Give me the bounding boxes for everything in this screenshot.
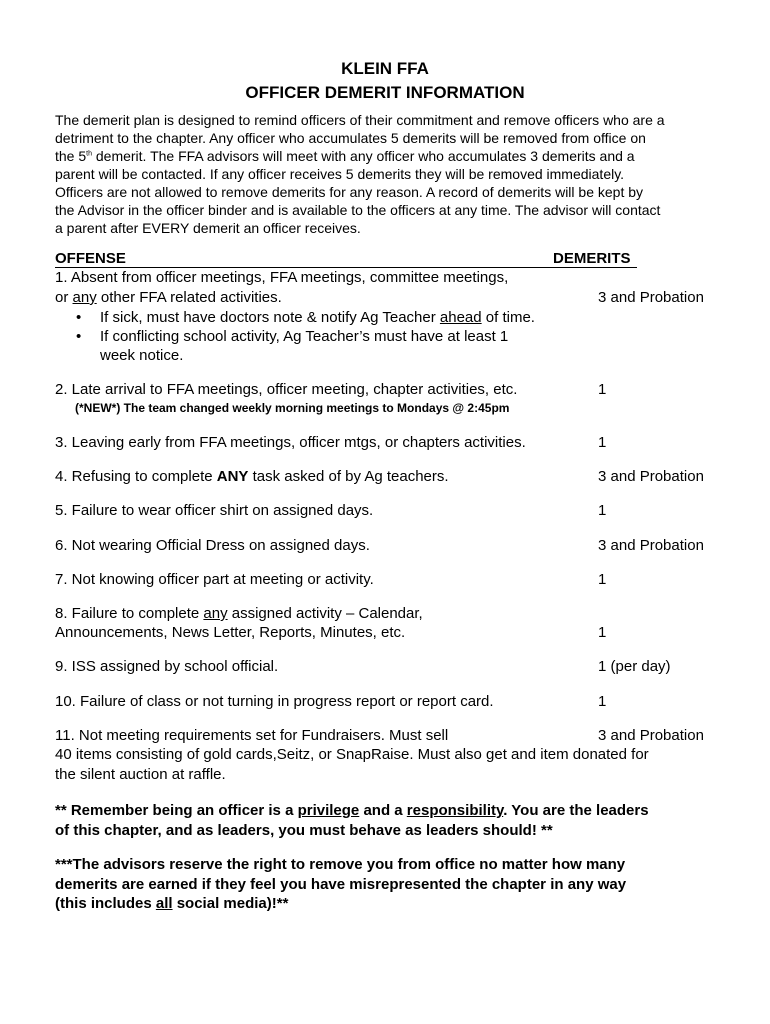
reminder-text: and a [359,802,407,819]
demerit-value: 1 [598,502,607,519]
offense-11-line: 11. Not meeting requirements set for Fundraisers. Must sell [55,727,449,744]
offense-4 [55,468,449,485]
offense-text: other FFA related activities. [96,289,282,306]
document-title: KLEIN FFA [341,59,429,78]
offense-11-line: the silent auction at raffle. [55,766,226,783]
intro-line: Officers are not allowed to remove demerits for any reason. A record of demerits will be kept by [55,184,644,200]
bullet-text: week notice. [100,347,184,364]
offense-text: assigned activity – Calendar, [227,605,423,622]
intro-line: parent will be contacted. If any officer receives 5 demerits they will be removed immediately. [55,166,625,182]
bullet-text-part: If sick, must have doctors note & notify Ag Teacher [100,309,440,326]
demerit-value: 1 (per day) [598,658,671,675]
header-offense: OFFENSE [55,250,126,267]
demerit-value: 1 [598,624,607,641]
offense-1-line: 1. Absent from officer meetings, FFA meetings, committee meetings, [55,269,509,286]
demerit-value: 3 and Probation [598,468,704,485]
reminder-text: . You are the leaders [503,802,649,819]
offense-11-line: 40 items consisting of gold cards,Seitz, or SnapRaise. Must also get and item donated for [55,746,649,763]
advisor-note-line: ***The advisors reserve the right to remove you from office no matter how many [55,856,626,873]
offense-1-line [55,289,282,306]
offense-text: task asked of by Ag teachers. [248,468,449,485]
intro-text: the 5 [55,148,87,164]
offense-bold: ANY [216,468,249,485]
advisor-text: social media)!** [172,895,289,912]
advisor-note-line: demerits are earned if they feel you have misrepresented the chapter in any way [55,876,627,893]
demerit-value: 3 and Probation [598,537,704,554]
offense-2: 2. Late arrival to FFA meetings, officer meeting, chapter activities, etc. [55,381,518,398]
demerit-value: 1 [598,571,607,588]
reminder-line [55,802,649,819]
bullet-icon: • [76,328,82,345]
offense-10: 10. Failure of class or not turning in progress report or report card. [55,693,494,710]
demerit-value: 1 [598,434,607,451]
reminder-line: of this chapter, and as leaders, you must behave as leaders should! ** [55,822,553,839]
intro-line: detriment to the chapter. Any officer who accumulates 5 demerits will be removed from office on [55,130,646,146]
offense-8-line [55,605,423,622]
offense-7: 7. Not knowing officer part at meeting or activity. [55,571,374,588]
advisor-note-line [55,895,288,912]
bullet-text [100,309,535,326]
offense-6: 6. Not wearing Official Dress on assigned days. [55,537,370,554]
header-demerits: DEMERITS [553,250,631,267]
document-subtitle: OFFICER DEMERIT INFORMATION [245,83,525,102]
reminder-underlined: responsibility [406,802,504,819]
offense-2-note: (*NEW*) The team changed weekly morning meetings to Mondays @ 2:45pm [75,401,510,415]
advisor-underlined: all [155,895,173,912]
intro-line [55,148,635,164]
superscript: th [86,150,92,158]
offense-8-line: Announcements, News Letter, Reports, Minutes, etc. [55,624,406,641]
offense-3: 3. Leaving early from FFA meetings, officer mtgs, or chapters activities. [55,434,526,451]
offense-underlined: any [203,605,228,622]
demerit-value: 1 [598,381,607,398]
advisor-text: (this includes [55,895,156,912]
offense-text: 8. Failure to complete [55,605,204,622]
demerit-value: 1 [598,693,607,710]
intro-line: the Advisor in the officer binder and is available to the officers at any time. The advisor will contact [55,202,661,218]
intro-text: demerit. The FFA advisors will meet with any officer who accumulates 3 demerits and a [91,148,635,164]
header-underline [55,267,637,268]
offense-text: or [55,289,73,306]
offense-text: 4. Refusing to complete [55,468,217,485]
bullet-text-part: of time. [481,309,535,326]
demerit-value: 3 and Probation [598,289,704,306]
intro-line: a parent after EVERY demerit an officer receives. [55,220,361,236]
offense-5: 5. Failure to wear officer shirt on assigned days. [55,502,374,519]
reminder-underlined: privilege [297,802,360,819]
intro-line: The demerit plan is designed to remind officers of their commitment and remove officers who are a [55,112,665,128]
offense-9: 9. ISS assigned by school official. [55,658,279,675]
bullet-icon: • [76,309,82,326]
reminder-text: ** Remember being an officer is a [55,802,298,819]
bullet-text: If conflicting school activity, Ag Teacher’s must have at least 1 [100,328,509,345]
bullet-underlined: ahead [439,309,482,326]
offense-underlined: any [72,289,97,306]
demerit-value: 3 and Probation [598,727,704,744]
